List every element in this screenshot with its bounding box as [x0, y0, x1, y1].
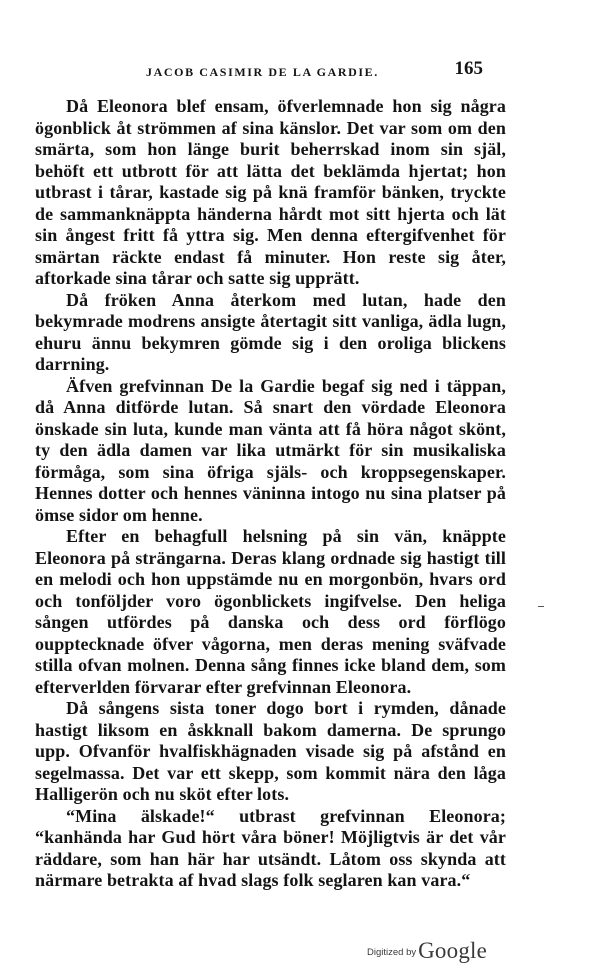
paragraph-3: Äfven grefvinnan De la Gardie begaf sig ned i täppan, då Anna ditförde lutan. Så snart den vördade Eleonora önskade sin luta, kunde man vänta att få höra något skönt, ty den ädla damen var lika utmärkt för sin musikaliska förmåga, som sina öfriga själs- och kroppsegenskaper. Hennes dotter och hennes väninna intogo nu sina platser på ömse sidor om henne.	[35, 375, 506, 525]
margin-mark	[538, 606, 544, 607]
page-header	[120, 58, 485, 88]
paragraph-6: “Mina älskade!“ utbrast grefvinnan Eleonora; “kanhända har Gud hört våra böner! Möjligtvis är det vår räddare, som han här har utsändt. Låtom oss skynda att närmare betrakta af hvad slags folk seglaren kan vara.“	[35, 805, 506, 890]
page-number: 165	[454, 58, 483, 79]
digitized-by-watermark	[367, 932, 487, 962]
digitized-label: Digitized by	[367, 947, 417, 958]
paragraph-1: Då Eleonora blef ensam, öfverlemnade hon sig några ögonblick åt strömmen af sina känslor. Det var som om den smärta, som hon länge burit beherrskad inom sin själ, behöft ett utbrott för att lätta det beklämda hjertat; hon utbrast i tårar, kastade sig på knä framför bänken, tryckte de sammanknäppta händerna hårdt mot sitt hjerta och lät sin ångest fritt få yttra sig. Men denna eftergifvenhet för smärtan räckte endast få minuter. Hon reste sig åter, aftorkade sina tårar och satte sig upprätt.	[35, 96, 506, 288]
running-head: JACOB CASIMIR DE LA GARDIE.	[146, 65, 379, 79]
google-logo: Google	[418, 938, 488, 963]
paragraph-4: Efter en behagfull helsning på sin vän, knäppte Eleonora på strängarna. Deras klang ordnade sig hastigt till en melodi och hon uppstämde nu en morgonbön, hvars ord och tonföljder voro ögonblickets ingifvelse. Den heliga sången utfördes på danska och dess ord förflögo oupptecknade öfver vågorna, men deras mening sväfvade stilla ofvan molnen. Denna sång finnes icke bland dem, som efterverlden förvarar efter grefvinnan Eleonora.	[35, 526, 506, 697]
paragraph-5: Då sångens sista toner dogo bort i rymden, dånade hastigt liksom en åskknall bakom damerna. De sprungo upp. Ofvanför hvalfiskhägnaden visade sig på afstånd en segelmassa. Det var ett skepp, som kommit nära den låga Halligerön och nu sköt efter lots.	[35, 698, 506, 804]
body-text	[35, 96, 506, 892]
paragraph-2: Då fröken Anna återkom med lutan, hade den bekymrade modrens ansigte återtagit sitt vanliga, ädla lugn, ehuru ännu bekymren gömde sig i den oroliga blickens darrning.	[35, 289, 506, 374]
